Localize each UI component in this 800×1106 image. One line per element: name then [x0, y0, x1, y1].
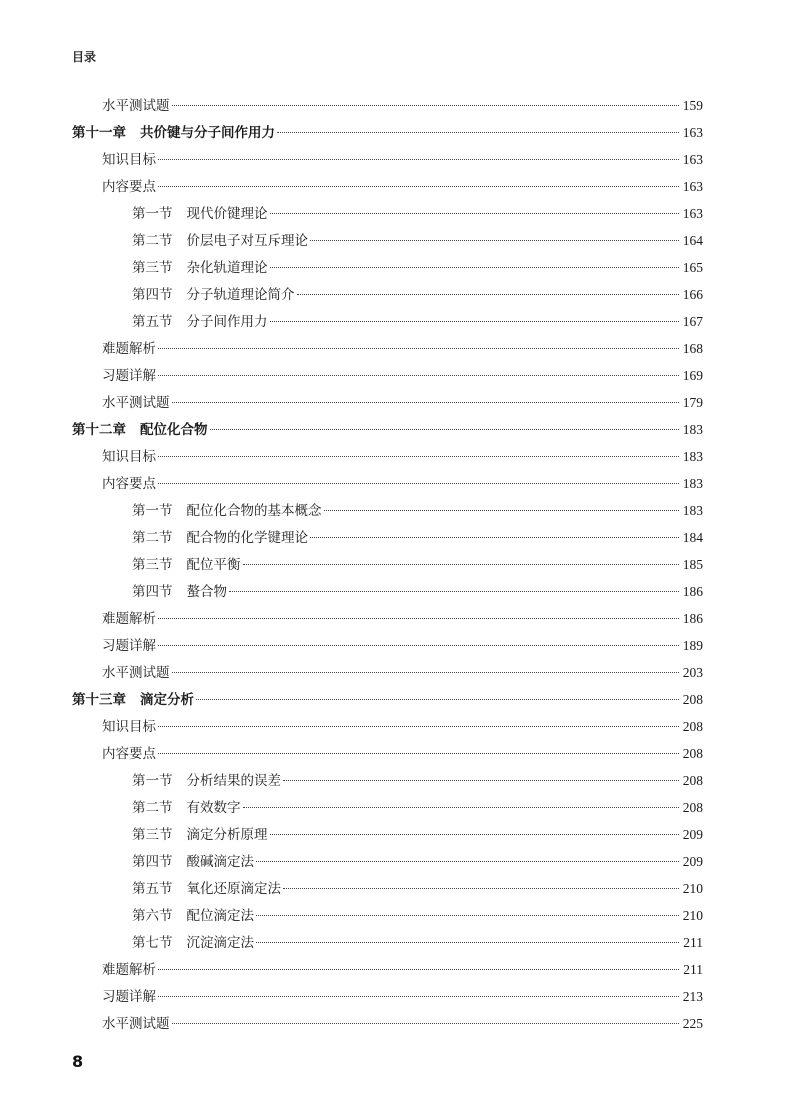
- toc-entry-number: 第五节: [132, 314, 173, 330]
- dot-leader: [158, 753, 679, 754]
- dot-leader: [283, 888, 679, 889]
- toc-entry-page: 166: [682, 287, 703, 302]
- toc-entry-page: 186: [682, 584, 703, 599]
- toc-entry-label: [132, 795, 241, 822]
- toc-entry-label: [132, 255, 268, 282]
- dot-leader: [243, 564, 680, 565]
- toc-entry-page: 211: [683, 962, 703, 977]
- toc-entry-page: 179: [682, 395, 703, 410]
- toc-subsection-entry[interactable]: [72, 551, 703, 578]
- toc-entry-number: 第一节: [132, 503, 173, 519]
- dot-leader: [256, 942, 679, 943]
- toc-entry-page: 225: [682, 1016, 703, 1031]
- toc-subsection-entry[interactable]: [72, 902, 703, 929]
- toc-entry-label: [102, 336, 156, 363]
- toc-subsection-entry[interactable]: [72, 875, 703, 902]
- toc-entry-title: 配位滴定法: [186, 908, 254, 924]
- toc-entry-label: [132, 498, 322, 525]
- toc-entry-title: 分子轨道理论简介: [186, 287, 295, 303]
- toc-subsection-entry[interactable]: [72, 254, 703, 281]
- toc-entry-page: 211: [683, 935, 703, 950]
- toc-entry-page: 165: [682, 260, 703, 275]
- toc-entry-page: 189: [682, 638, 703, 653]
- toc-entry-label: [132, 930, 254, 957]
- toc-entry-label: [72, 417, 208, 444]
- toc-entry-number: 第三节: [132, 260, 173, 276]
- toc-entry-label: [132, 903, 254, 930]
- toc-section-entry[interactable]: [72, 740, 703, 767]
- toc-entry-label: [102, 957, 156, 984]
- dot-leader: [158, 483, 679, 484]
- toc-entry-label: [102, 444, 156, 471]
- toc-entry-label: [132, 849, 254, 876]
- toc-section-entry[interactable]: [72, 605, 703, 632]
- toc-section-entry[interactable]: [72, 983, 703, 1010]
- toc-entry-label: [132, 525, 308, 552]
- toc-subsection-entry[interactable]: [72, 929, 703, 956]
- dot-leader: [310, 537, 679, 538]
- toc-entry-label: [132, 876, 281, 903]
- toc-entry-label: [102, 714, 156, 741]
- toc-entry-page: 208: [682, 800, 703, 815]
- toc-entry-page: 208: [682, 773, 703, 788]
- toc-subsection-entry[interactable]: [72, 767, 703, 794]
- dot-leader: [196, 699, 679, 700]
- toc-entry-label: [132, 309, 268, 336]
- dot-leader: [172, 672, 680, 673]
- toc-entry-title: 难题解析: [102, 611, 156, 627]
- dot-leader: [158, 159, 679, 160]
- dot-leader: [243, 807, 680, 808]
- dot-leader: [158, 996, 679, 997]
- toc-entry-title: 知识目标: [102, 152, 156, 168]
- toc-entry-title: 内容要点: [102, 476, 156, 492]
- toc-entry-label: [102, 660, 170, 687]
- toc-entry-page: 209: [682, 854, 703, 869]
- toc-entry-title: 滴定分析: [140, 692, 194, 708]
- dot-leader: [297, 294, 680, 295]
- toc-entry-page: 210: [682, 908, 703, 923]
- dot-leader: [256, 915, 679, 916]
- toc-entry-label: [102, 741, 156, 768]
- toc-entry-number: 第四节: [132, 854, 173, 870]
- toc-entry-title: 习题详解: [102, 368, 156, 384]
- toc-entry-title: 配合物的化学键理论: [186, 530, 308, 546]
- toc-entry-label: [102, 606, 156, 633]
- toc-subsection-entry[interactable]: [72, 308, 703, 335]
- toc-entry-number: 第二节: [132, 800, 173, 816]
- dot-leader: [158, 186, 679, 187]
- toc-entry-label: [132, 822, 268, 849]
- toc-chapter-entry[interactable]: [72, 416, 703, 443]
- toc-subsection-entry[interactable]: [72, 794, 703, 821]
- toc-entry-page: 183: [682, 449, 703, 464]
- dot-leader: [270, 834, 680, 835]
- toc-entry-title: 水平测试题: [102, 665, 170, 681]
- toc-entry-page: 168: [682, 341, 703, 356]
- toc-entry-page: 203: [682, 665, 703, 680]
- toc-entry-number: 第三节: [132, 827, 173, 843]
- toc-entry-title: 配位平衡: [186, 557, 241, 573]
- dot-leader: [229, 591, 679, 592]
- toc-entry-title: 氧化还原滴定法: [186, 881, 281, 897]
- toc-subsection-entry[interactable]: [72, 227, 703, 254]
- toc-entry-title: 酸碱滴定法: [186, 854, 254, 870]
- toc-entry-label: [132, 579, 227, 606]
- toc-entry-title: 有效数字: [186, 800, 241, 816]
- dot-leader: [172, 402, 680, 403]
- toc-entry-title: 内容要点: [102, 179, 156, 195]
- dot-leader: [158, 348, 679, 349]
- toc-entry-title: 共价键与分子间作用力: [140, 125, 275, 141]
- toc-entry-number: 第十三章: [72, 692, 126, 708]
- toc-entry-page: 186: [682, 611, 703, 626]
- toc-section-entry[interactable]: [72, 1010, 703, 1037]
- toc-entry-page: 164: [682, 233, 703, 248]
- toc-section-entry[interactable]: [72, 713, 703, 740]
- toc-subsection-entry[interactable]: [72, 497, 703, 524]
- toc-entry-title: 分子间作用力: [186, 314, 268, 330]
- toc-entry-title: 滴定分析原理: [186, 827, 268, 843]
- toc-entry-page: 208: [682, 719, 703, 734]
- toc-entry-page: 183: [682, 476, 703, 491]
- dot-leader: [158, 726, 679, 727]
- dot-leader: [158, 456, 679, 457]
- toc-entry-page: 183: [682, 503, 703, 518]
- toc-entry-page: 185: [682, 557, 703, 572]
- toc-subsection-entry[interactable]: [72, 524, 703, 551]
- toc-entry-title: 配位化合物的基本概念: [186, 503, 322, 519]
- toc-entry-label: [102, 93, 170, 120]
- toc-entry-title: 知识目标: [102, 719, 156, 735]
- toc-entry-page: 159: [682, 98, 703, 113]
- toc-entry-title: 沉淀滴定法: [186, 935, 254, 951]
- toc-entry-label: [132, 282, 295, 309]
- toc-entry-number: 第十二章: [72, 422, 126, 438]
- toc-entry-label: [102, 984, 156, 1011]
- toc-entry-label: [102, 147, 156, 174]
- toc-entry-number: 第二节: [132, 233, 173, 249]
- dot-leader: [256, 861, 679, 862]
- table-of-contents: [72, 92, 703, 1037]
- dot-leader: [158, 618, 679, 619]
- page-number: 8: [72, 1052, 84, 1071]
- dot-leader: [324, 510, 680, 511]
- toc-entry-page: 210: [682, 881, 703, 896]
- toc-entry-title: 习题详解: [102, 989, 156, 1005]
- toc-entry-label: [102, 174, 156, 201]
- toc-entry-page: 184: [682, 530, 703, 545]
- toc-entry-title: 难题解析: [102, 341, 156, 357]
- toc-entry-title: 杂化轨道理论: [186, 260, 268, 276]
- toc-entry-page: 163: [682, 152, 703, 167]
- dot-leader: [210, 429, 680, 430]
- toc-entry-number: 第五节: [132, 881, 173, 897]
- page-header: 目录: [72, 50, 97, 64]
- toc-chapter-entry[interactable]: [72, 119, 703, 146]
- toc-section-entry[interactable]: [72, 335, 703, 362]
- toc-entry-title: 配位化合物: [140, 422, 208, 438]
- toc-subsection-entry[interactable]: [72, 281, 703, 308]
- dot-leader: [270, 213, 680, 214]
- toc-section-entry[interactable]: [72, 470, 703, 497]
- toc-entry-title: 螯合物: [186, 584, 227, 600]
- toc-entry-label: [72, 687, 194, 714]
- toc-subsection-entry[interactable]: [72, 200, 703, 227]
- toc-entry-page: 163: [682, 179, 703, 194]
- toc-entry-number: 第七节: [132, 935, 173, 951]
- toc-section-entry[interactable]: [72, 659, 703, 686]
- toc-entry-title: 水平测试题: [102, 98, 170, 114]
- toc-entry-page: 163: [682, 125, 703, 140]
- toc-entry-title: 水平测试题: [102, 1016, 170, 1032]
- toc-section-entry[interactable]: [72, 956, 703, 983]
- dot-leader: [172, 105, 680, 106]
- toc-section-entry[interactable]: [72, 146, 703, 173]
- toc-entry-number: 第十一章: [72, 125, 126, 141]
- toc-subsection-entry[interactable]: [72, 821, 703, 848]
- toc-entry-number: 第四节: [132, 287, 173, 303]
- toc-entry-label: [102, 390, 170, 417]
- toc-entry-page: 208: [682, 746, 703, 761]
- toc-entry-title: 习题详解: [102, 638, 156, 654]
- dot-leader: [310, 240, 679, 241]
- toc-section-entry[interactable]: [72, 389, 703, 416]
- toc-entry-label: [72, 120, 275, 147]
- toc-entry-page: 213: [682, 989, 703, 1004]
- toc-entry-title: 水平测试题: [102, 395, 170, 411]
- toc-section-entry[interactable]: [72, 443, 703, 470]
- toc-entry-page: 167: [682, 314, 703, 329]
- toc-section-entry[interactable]: [72, 92, 703, 119]
- toc-section-entry[interactable]: [72, 362, 703, 389]
- toc-entry-title: 知识目标: [102, 449, 156, 465]
- toc-section-entry[interactable]: [72, 173, 703, 200]
- toc-entry-title: 内容要点: [102, 746, 156, 762]
- toc-entry-number: 第六节: [132, 908, 173, 924]
- toc-entry-label: [132, 201, 268, 228]
- dot-leader: [158, 645, 679, 646]
- toc-subsection-entry[interactable]: [72, 578, 703, 605]
- toc-entry-label: [132, 768, 281, 795]
- toc-entry-title: 现代价键理论: [186, 206, 268, 222]
- toc-entry-title: 分析结果的误差: [186, 773, 281, 789]
- toc-entry-number: 第四节: [132, 584, 173, 600]
- toc-entry-page: 169: [682, 368, 703, 383]
- toc-subsection-entry[interactable]: [72, 848, 703, 875]
- toc-entry-page: 208: [682, 692, 703, 707]
- toc-entry-number: 第二节: [132, 530, 173, 546]
- toc-entry-page: 209: [682, 827, 703, 842]
- dot-leader: [172, 1023, 680, 1024]
- toc-entry-label: [132, 552, 241, 579]
- toc-entry-title: 价层电子对互斥理论: [186, 233, 308, 249]
- toc-entry-label: [102, 471, 156, 498]
- toc-section-entry[interactable]: [72, 632, 703, 659]
- toc-entry-number: 第一节: [132, 773, 173, 789]
- toc-entry-number: 第三节: [132, 557, 173, 573]
- toc-entry-label: [132, 228, 308, 255]
- toc-entry-label: [102, 633, 156, 660]
- dot-leader: [277, 132, 679, 133]
- dot-leader: [158, 375, 679, 376]
- toc-entry-number: 第一节: [132, 206, 173, 222]
- toc-entry-label: [102, 363, 156, 390]
- dot-leader: [283, 780, 679, 781]
- toc-chapter-entry[interactable]: [72, 686, 703, 713]
- toc-entry-page: 163: [682, 206, 703, 221]
- dot-leader: [270, 321, 680, 322]
- dot-leader: [158, 969, 679, 970]
- toc-entry-label: [102, 1011, 170, 1038]
- toc-entry-page: 183: [682, 422, 703, 437]
- dot-leader: [270, 267, 680, 268]
- toc-entry-title: 难题解析: [102, 962, 156, 978]
